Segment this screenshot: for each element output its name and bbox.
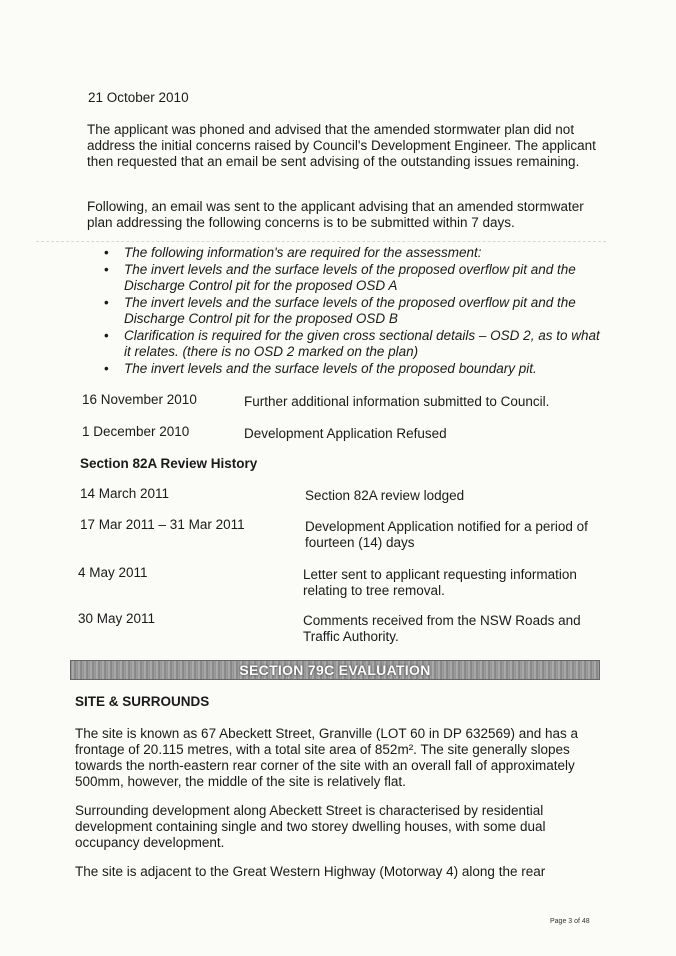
list-item-text: Clarification is required for the given cross sectional details – OSD 2, as to what it relates. (there is no OSD 2 marked on the plan) <box>124 328 600 359</box>
site-paragraph-3: The site is adjacent to the Great Western Highway (Motorway 4) along the rear <box>75 864 546 879</box>
history-date: 1 December 2010 <box>82 424 190 439</box>
site-paragraph-1: The site is known as 67 Abeckett Street, Granville (LOT 60 in DP 632569) and has a frontage of 20.115 metres, with a total site area of 852m². The site generally slopes towards the north-eastern rear corner of the site with an overall fall of approximately 500mm, however, the middle of the site is relatively flat. <box>75 726 579 789</box>
history-desc: Further additional information submitted to Council. <box>244 394 550 409</box>
divider <box>36 241 606 242</box>
paragraph-email-sent: Following, an email was sent to the applicant advising that an amended stormwater plan addressing the following concerns is to be submitted within 7 days. <box>87 199 584 230</box>
bullet-icon: • <box>104 245 109 260</box>
history-desc: Development Application Refused <box>244 426 447 441</box>
bullet-icon: • <box>104 328 109 343</box>
review-date: 4 May 2011 <box>78 565 148 580</box>
list-item-text: The following information's are required for the assessment: <box>124 245 482 260</box>
list-item-text: The invert levels and the surface levels of the proposed overflow pit and the Discharge Control pit for the proposed OSD A <box>124 262 576 293</box>
list-item-text: The invert levels and the surface levels of the proposed boundary pit. <box>124 361 537 376</box>
list-item <box>104 328 604 360</box>
list-item-text: The invert levels and the surface levels of the proposed overflow pit and the Discharge Control pit for the proposed OSD B <box>124 295 576 326</box>
bullet-icon: • <box>104 361 109 376</box>
page-number: Page 3 of 48 <box>550 918 590 925</box>
review-desc: Letter sent to applicant requesting information relating to tree removal. <box>303 567 577 598</box>
list-item <box>104 295 604 327</box>
paragraph-phone-call: The applicant was phoned and advised that the amended stormwater plan did not address the initial concerns raised by Council's Development Engineer. The applicant then requested that an email be sent advising of the outstanding issues remaining. <box>87 122 596 169</box>
entry-date: 21 October 2010 <box>88 90 189 105</box>
site-heading: SITE & SURROUNDS <box>75 694 210 709</box>
list-item <box>104 262 604 294</box>
list-item <box>104 245 604 261</box>
review-date: 30 May 2011 <box>78 611 156 626</box>
bullet-icon: • <box>104 295 109 310</box>
concerns-list <box>104 245 604 378</box>
review-heading: Section 82A Review History <box>80 456 258 471</box>
review-date: 14 March 2011 <box>80 486 170 501</box>
review-desc: Comments received from the NSW Roads and Traffic Authority. <box>303 613 581 644</box>
site-paragraph-2: Surrounding development along Abeckett Street is characterised by residential development containing single and two storey dwelling houses, with some dual occupancy development. <box>75 803 546 850</box>
review-date: 17 Mar 2011 – 31 Mar 2011 <box>80 517 245 532</box>
history-date: 16 November 2010 <box>82 392 197 407</box>
bullet-icon: • <box>104 262 109 277</box>
section-banner <box>70 660 600 680</box>
review-desc: Section 82A review lodged <box>305 488 465 503</box>
review-desc: Development Application notified for a period of fourteen (14) days <box>305 519 588 550</box>
section-banner-title: SECTION 79C EVALUATION <box>239 662 431 678</box>
list-item <box>104 361 604 377</box>
